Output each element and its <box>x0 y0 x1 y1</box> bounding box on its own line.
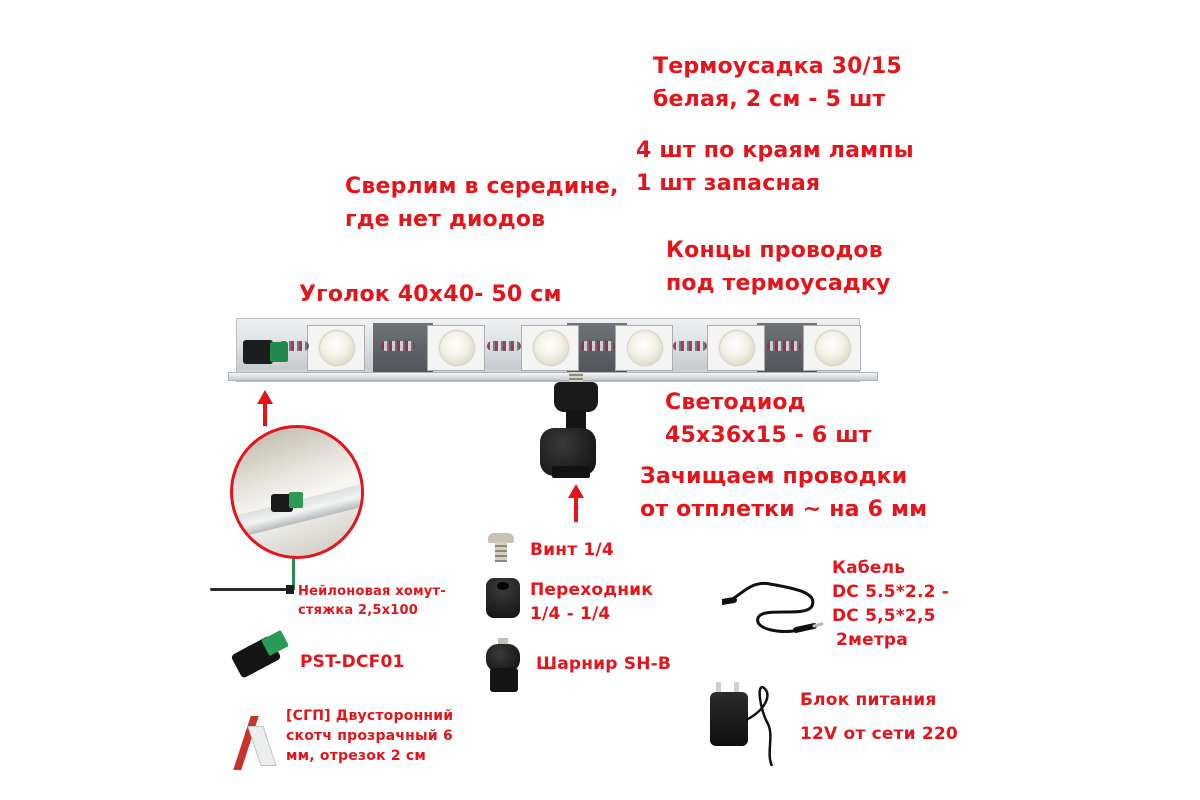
cable-label: Кабель DC 5.5*2.2 - DC 5,5*2,5 2метра <box>832 558 950 650</box>
wire <box>487 341 521 351</box>
zoom-circle <box>230 425 364 559</box>
heat-shrink-label: Термоусадка 30/15 белая, 2 см - 5 шт <box>653 54 902 112</box>
wire-ends-label: Концы проводов под термоусадку <box>666 238 891 296</box>
wire <box>581 341 615 351</box>
cable-icon <box>722 572 826 644</box>
psu-cord <box>706 680 776 770</box>
led-module <box>615 325 673 371</box>
power-supply-icon <box>706 680 776 770</box>
led-module <box>707 325 765 371</box>
led-module <box>307 325 365 371</box>
wire <box>767 341 801 351</box>
dc-connector-icon <box>234 632 290 676</box>
tape-icon <box>238 716 272 770</box>
led-module <box>521 325 579 371</box>
joint-base <box>490 668 518 692</box>
joint-label: Шарнир SH-B <box>536 654 672 674</box>
cable-tie-head-icon <box>286 585 294 594</box>
screw-icon <box>488 533 514 563</box>
mount-icon <box>554 382 598 412</box>
cable-tie-label: Нейлоновая хомут- стяжка 2,5х100 <box>298 584 446 618</box>
lamp-edge <box>228 372 878 381</box>
power-supply-label: Блок питания 12V от сети 220 <box>800 690 958 744</box>
adapter-label: Переходник 1/4 - 1/4 <box>530 580 654 624</box>
heat-shrink-usage-label: 4 шт по краям лампы 1 шт запасная <box>636 138 914 196</box>
dc-connector-label: PST-DCF01 <box>300 652 405 672</box>
tape-roll <box>248 726 277 766</box>
screw-thread <box>495 542 507 562</box>
wire <box>673 341 707 351</box>
adapter-icon <box>486 578 520 618</box>
wire <box>381 341 415 351</box>
cable-drawing <box>722 572 826 644</box>
screw-label: Винт 1/4 <box>530 540 614 560</box>
zoom-terminal-icon <box>289 492 303 508</box>
connector-terminal-icon <box>270 342 288 362</box>
arrow-shaft <box>574 496 578 522</box>
corner-label: Уголок 40х40- 50 см <box>299 282 562 307</box>
joint-icon <box>482 638 530 694</box>
strip-wires-label: Зачищаем проводки от отплетки ~ на 6 мм <box>640 464 928 522</box>
mount-base <box>552 466 590 478</box>
connector-icon <box>243 340 273 364</box>
adapter-hole <box>497 582 509 590</box>
led-label: Светодиод 45х36х15 - 6 шт <box>665 390 872 448</box>
zoom-plate <box>230 478 364 540</box>
led-module <box>803 325 861 371</box>
cable-tie-icon <box>210 588 294 591</box>
tape-label: [СГП] Двусторонний скотч прозрачный 6 мм, отрезок 2 см <box>286 708 454 764</box>
drill-label: Сверлим в середине, где нет диодов <box>345 174 619 232</box>
arrow-shaft <box>263 402 267 426</box>
led-module <box>427 325 485 371</box>
